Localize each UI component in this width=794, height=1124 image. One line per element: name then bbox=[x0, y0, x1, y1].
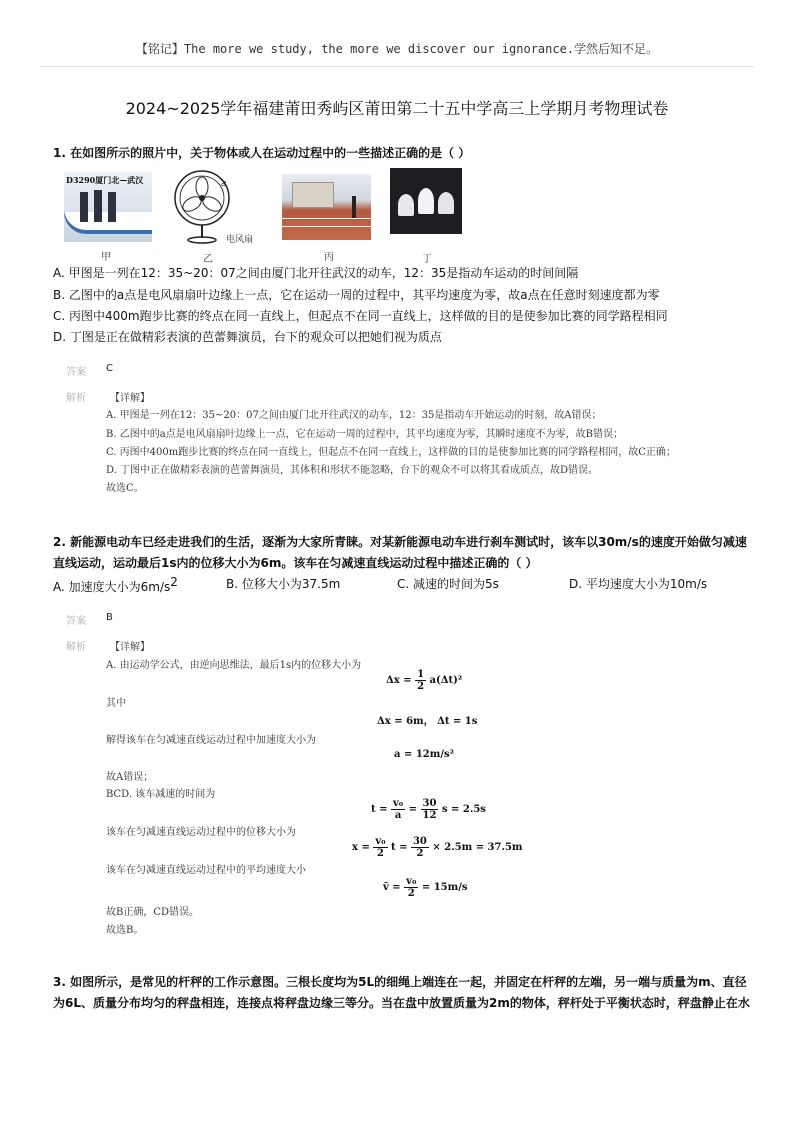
eq-fraction bbox=[421, 798, 439, 821]
q2-option-c: C. 减速的时间为5s bbox=[397, 577, 499, 591]
eq-part: x = bbox=[352, 842, 370, 853]
eq-fraction bbox=[404, 876, 418, 899]
q1-explanation-header: 【详解】 bbox=[110, 393, 150, 404]
q2-eq-displacement bbox=[386, 669, 462, 692]
eq-num: v₀ bbox=[406, 876, 417, 887]
dancer-icon bbox=[438, 192, 454, 214]
eq-num: 30 bbox=[422, 798, 437, 809]
q2-stem-line1: 2. 新能源电动车已经走进我们的生活，逐渐为大家所青睐。对某新能源电动车进行刹车测试时，该车以30m/s的速度开始做匀减速 bbox=[53, 535, 747, 549]
eq-den: a bbox=[394, 810, 402, 821]
eq-part: t = bbox=[391, 842, 408, 853]
q2-eq-given: Δx = 6m， Δt = 1s bbox=[377, 716, 478, 727]
q2-analysis-label: 解析 bbox=[66, 642, 86, 653]
dancer-icon bbox=[418, 188, 434, 214]
q1-fan-point-label: a bbox=[221, 179, 227, 189]
q2-option-a bbox=[53, 575, 178, 595]
q1-option-b: B. 乙图中的a点是电风扇扇叶边缘上一点，它在运动一周的过程中，其平均速度为零，故a点在任意时刻速度都为零 bbox=[53, 288, 660, 302]
q1-option-a: A. 甲图是一列在12：35~20：07之间由厦门北开往武汉的动车，12：35是指动车运动的时间间隔 bbox=[53, 266, 579, 280]
eq-fraction bbox=[373, 836, 387, 859]
eq-part: t = bbox=[371, 804, 388, 815]
q1-explanation-b: B. 乙图中的a点是电风扇扇叶边缘上一点，它在运动一周的过程中，其平均速度为零，其瞬时速度不为零，故B错误； bbox=[106, 429, 624, 440]
lane-line bbox=[282, 226, 371, 227]
q1-explanation-conclusion: 故选C。 bbox=[106, 483, 144, 494]
q2-eq-time bbox=[371, 798, 486, 821]
q1-explanation-c: C. 丙图中400m跑步比赛的终点在同一直线上，但起点不在同一直线上，这样做的目的是使参加比赛的同学路程相同，故C正确； bbox=[106, 447, 676, 458]
q1-answer-label: 答案 bbox=[66, 367, 86, 378]
eq-fraction bbox=[411, 836, 429, 859]
q2-line-displacement: 该车在匀减速直线运动过程中的位移大小为 bbox=[106, 827, 296, 838]
eq-part: = bbox=[408, 804, 418, 815]
eq-num: v₀ bbox=[392, 798, 404, 809]
eq-part: × 2.5m = 37.5m bbox=[432, 842, 523, 853]
q1-image-track bbox=[282, 174, 371, 240]
q2-option-a-text: A. 加速度大小为6m/s bbox=[53, 580, 171, 594]
q1-stem: 1. 在如图所示的照片中，关于物体或人在运动过程中的一些描述正确的是（ ） bbox=[53, 146, 471, 160]
q2-stem-line2: 直线运动，运动最后1s内的位移大小为6m。该车在匀减速直线运动过程中描述正确的（ ） bbox=[53, 556, 538, 570]
eq-den: 12 bbox=[422, 810, 437, 821]
q2-option-a-sup: 2 bbox=[170, 575, 178, 589]
q2-line-a-wrong: 故A错误； bbox=[106, 772, 154, 783]
q2-eq-distance bbox=[352, 836, 523, 859]
eq-den: 2 bbox=[407, 888, 415, 899]
q2-line-choice: 故选B。 bbox=[106, 925, 144, 936]
q2-line-average: 该车在匀减速直线运动过程中的平均速度大小 bbox=[106, 865, 306, 876]
eq-part: a(Δt)² bbox=[429, 675, 463, 686]
eq-num: v₀ bbox=[375, 836, 386, 847]
eq-part: = 15m/s bbox=[421, 882, 468, 893]
eq-fraction bbox=[415, 669, 426, 692]
q3-stem-line2: 为6L、质量分布均匀的秤盘相连，连接点将秤盘边缘三等分。当在盘中放置质量为2m的物体，秤杆处于平衡状态时，秤盘静止在水 bbox=[53, 996, 750, 1010]
q2-eq-acceleration: a = 12m/s² bbox=[394, 749, 454, 760]
q1-analysis-label: 解析 bbox=[66, 393, 86, 404]
header-divider bbox=[40, 66, 754, 67]
lane-line bbox=[282, 218, 371, 219]
q3-stem-line1: 3. 如图所示，是常见的杆秤的工作示意图。三根长度均为5L的细绳上端连在一起，并固定在杆秤的左端，另一端与质量为m、直径 bbox=[53, 975, 747, 989]
q2-line-conclusion: 故B正确，CD错误。 bbox=[106, 907, 200, 918]
eq-part: v̄ = bbox=[383, 882, 401, 893]
q1-explanation-d: D. 丁图中正在做精彩表演的芭蕾舞演员，其体积和形状不能忽略，台下的观众不可以将其看成质点，故D错误。 bbox=[106, 465, 599, 476]
q2-answer-label: 答案 bbox=[66, 616, 86, 627]
q1-train-caption: D3290厦门北—武汉 bbox=[66, 175, 144, 185]
eq-part: Δx = bbox=[386, 675, 412, 686]
q1-fan-caption: 电风扇 bbox=[226, 235, 254, 245]
q2-eq-average-velocity bbox=[383, 876, 467, 899]
q2-option-d: D. 平均速度大小为10m/s bbox=[569, 577, 708, 591]
dancer-icon bbox=[398, 194, 414, 216]
person-icon bbox=[80, 192, 88, 222]
q1-label-yi: 乙 bbox=[203, 254, 213, 265]
q2-option-b: B. 位移大小为37.5m bbox=[226, 577, 341, 591]
q2-line-solve: 解得该车在匀减速直线运动过程中加速度大小为 bbox=[106, 735, 316, 746]
eq-num: 30 bbox=[412, 836, 427, 847]
q1-explanation-a: A. 甲图是一列在12：35~20：07之间由厦门北开往武汉的动车，12：35是指动车开始运动的时刻，故A错误； bbox=[106, 410, 602, 421]
building-icon bbox=[292, 182, 334, 208]
person-icon bbox=[108, 192, 116, 222]
eq-den: 2 bbox=[417, 681, 425, 692]
q2-line-bcd: BCD. 该车减速的时间为 bbox=[106, 789, 216, 800]
q1-label-ding: 丁 bbox=[422, 254, 432, 265]
page-title: 2024~2025学年福建莆田秀屿区莆田第二十五中学高三上学期月考物理试卷 bbox=[125, 99, 669, 118]
person-icon bbox=[352, 196, 356, 218]
q1-image-train bbox=[64, 172, 152, 242]
q2-line-a: A. 由运动学公式，由逆向思维法，最后1s内的位移大小为 bbox=[106, 660, 362, 671]
q1-option-c: C. 丙图中400m跑步比赛的终点在同一直线上，但起点不在同一直线上，这样做的目的是使参加比赛的同学路程相同 bbox=[53, 309, 668, 323]
eq-den: 2 bbox=[376, 848, 384, 859]
q2-line-where: 其中 bbox=[106, 698, 126, 709]
q2-answer-value: B bbox=[106, 612, 113, 623]
eq-fraction bbox=[391, 798, 405, 821]
eq-num: 1 bbox=[417, 669, 425, 680]
eq-den: 2 bbox=[416, 848, 424, 859]
q1-image-ballet bbox=[390, 168, 462, 234]
q1-option-d: D. 丁图是正在做精彩表演的芭蕾舞演员，台下的观众可以把她们视为质点 bbox=[53, 330, 442, 344]
person-icon bbox=[94, 190, 102, 222]
motto-banner: 【铭记】The more we study, the more we discover our ignorance.学然后知不足。 bbox=[135, 42, 659, 56]
q1-answer-value: C bbox=[106, 363, 113, 374]
eq-part: s = 2.5s bbox=[441, 804, 486, 815]
q1-label-bing: 丙 bbox=[324, 252, 334, 263]
q1-label-jia: 甲 bbox=[101, 252, 111, 263]
q2-explanation-header: 【详解】 bbox=[110, 642, 150, 653]
